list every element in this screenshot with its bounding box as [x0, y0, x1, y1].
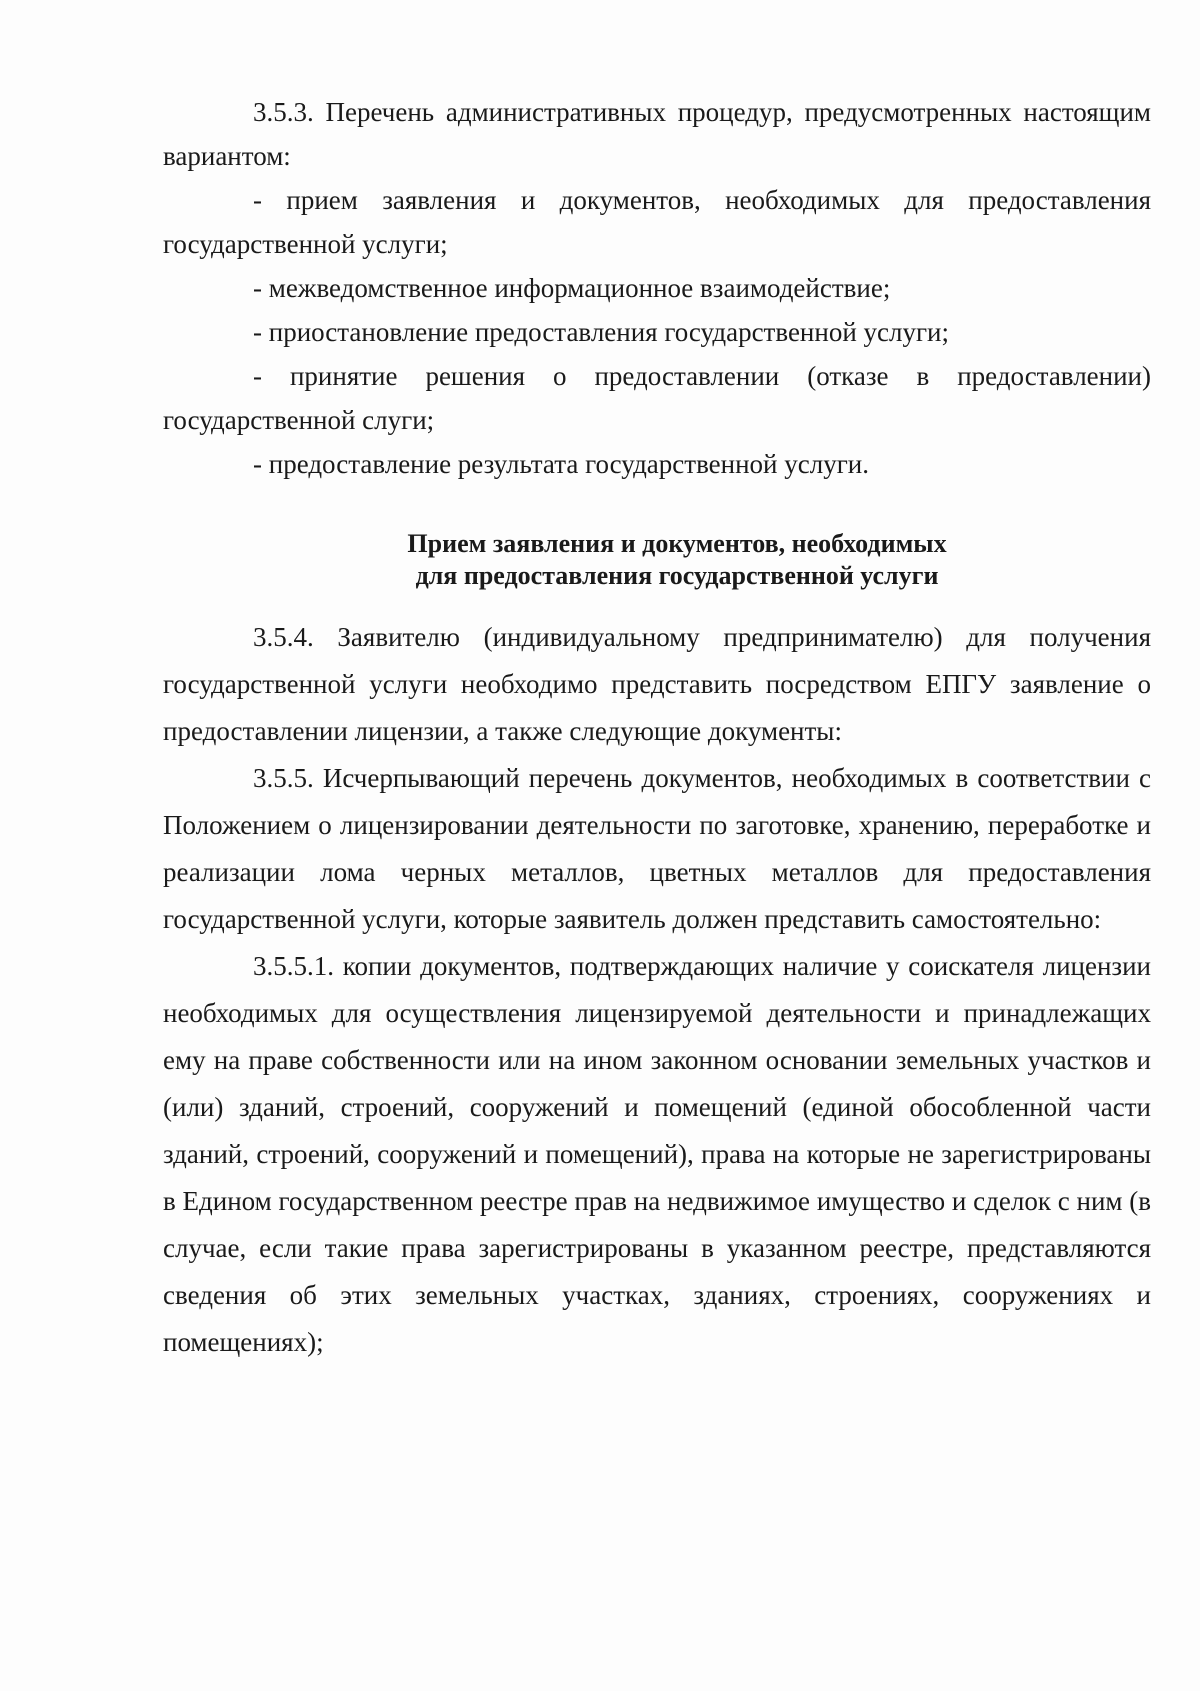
list-item-receive-application: - прием заявления и документов, необходимых для предоставления государственной услуги; — [163, 185, 1151, 259]
list-item-suspension: - приостановление предоставления государственной услуги; — [253, 317, 950, 347]
list-item-decision: - принятие решения о предоставлении (отказе в предоставлении) государственной слуги; — [163, 361, 1151, 435]
paragraph-3-5-5-1: 3.5.5.1. копии документов, подтверждающих наличие у соискателя лицензии необходимых для осуществления лицензируемой деятельности и принадлежащих ему на праве собственности или на ином законном основании земельных участков и (или) зданий, строений, сооружений и помещений (единой обособленной части зданий, строений, сооружений и помещений), права на которые не зарегистрированы в Едином государственном реестре прав на недвижимое имущество и сделок с ним (в случае, если такие права зарегистрированы в указанном реестре, представляются сведения об этих земельных участках, зданиях, строениях, сооружениях и помещениях); — [163, 951, 1151, 1357]
paragraph-3-5-5: 3.5.5. Исчерпывающий перечень документов, необходимых в соответствии с Положением о лицензировании деятельности по заготовке, хранению, переработке и реализации лома черных металлов, цветных металлов для предоставления государственной услуги, которые заявитель должен представить самостоятельно: — [163, 763, 1151, 934]
document-body — [163, 90, 1151, 1366]
paragraph-3-5-3: 3.5.3. Перечень административных процедур, предусмотренных настоящим вариантом: — [163, 97, 1151, 171]
paragraph-3-5-4: 3.5.4. Заявителю (индивидуальному предпринимателю) для получения государственной услуги необходимо представить посредством ЕПГУ заявление о предоставлении лицензии, а также следующие документы: — [163, 622, 1151, 746]
list-item-provide-result: - предоставление результата государственной услуги. — [253, 449, 869, 479]
section-heading-line-2: для предоставления государственной услуги — [415, 561, 939, 590]
section-heading — [203, 528, 1151, 592]
section-heading-line-1: Прием заявления и документов, необходимых — [407, 529, 947, 558]
list-item-interagency-interaction: - межведомственное информационное взаимодействие; — [253, 273, 891, 303]
